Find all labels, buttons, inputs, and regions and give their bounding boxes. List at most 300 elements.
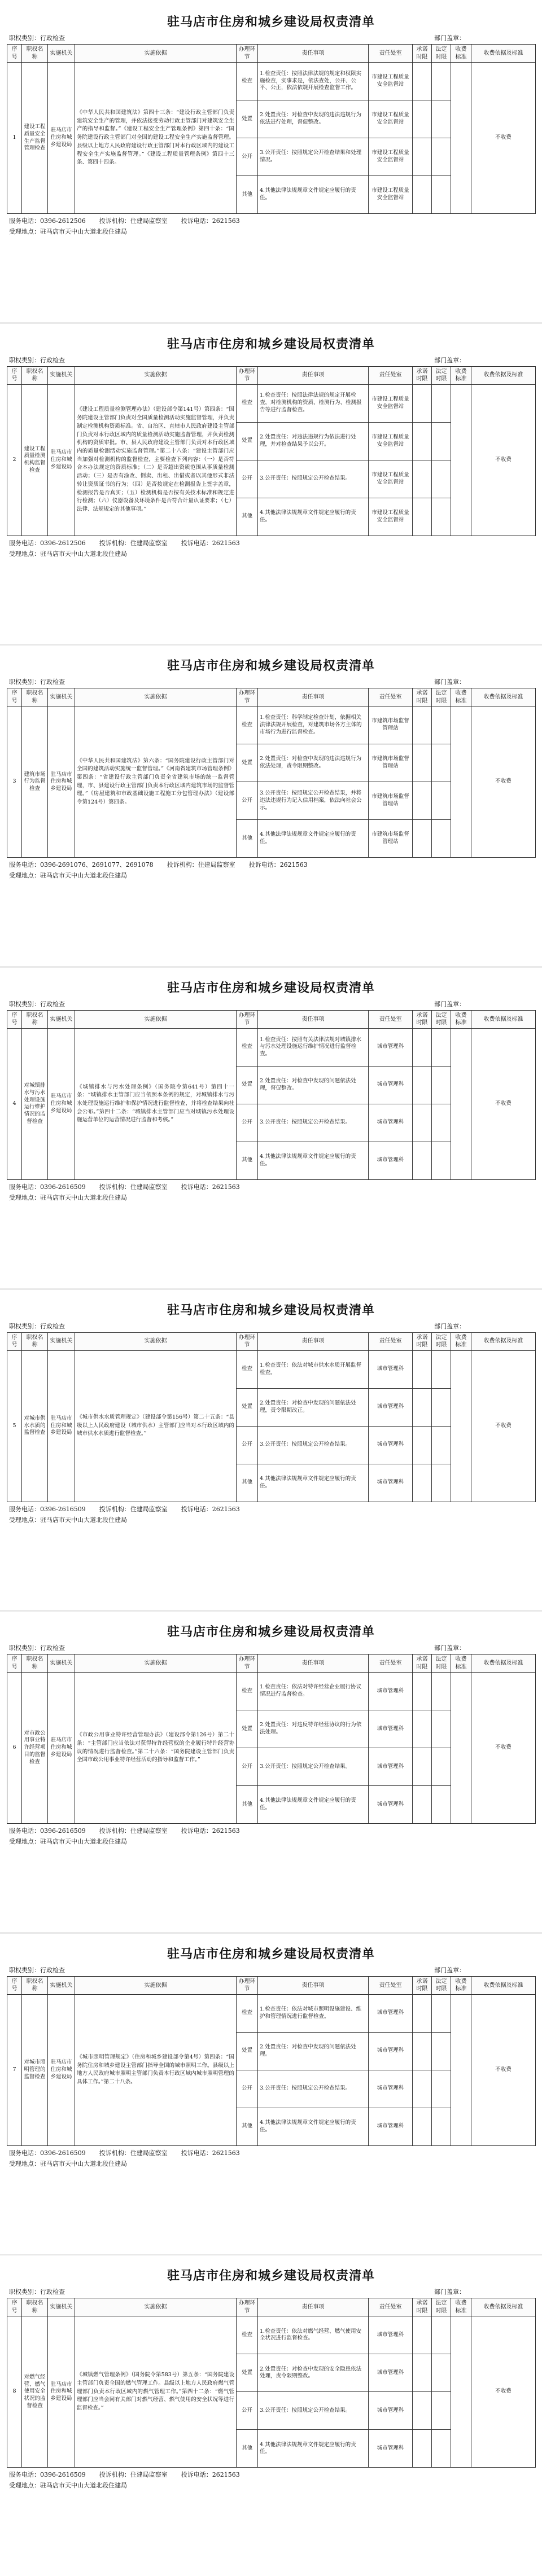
cell-legal <box>432 1994 451 2032</box>
col-legal: 法定时限 <box>432 1976 451 1994</box>
col-remark: 收费依据及标准 <box>471 1976 536 1994</box>
cell-unit: 市建设工程质量安全监督站 <box>369 384 413 422</box>
cell-appeal <box>413 744 432 782</box>
cell-appeal <box>413 1748 432 1786</box>
cell-legal <box>432 2392 451 2430</box>
cell-seq: 1 <box>7 63 22 214</box>
col-duty: 责任事项 <box>258 1332 369 1350</box>
col-duty: 责任事项 <box>258 1010 369 1028</box>
complaint-tel: 投诉电话：2621563 <box>248 861 308 869</box>
cell-legal <box>432 176 451 214</box>
col-legal: 法定时限 <box>432 366 451 384</box>
cell-body: 驻马店市住房和城乡建设局 <box>48 1028 75 1179</box>
cell-legal <box>432 2430 451 2468</box>
address-info: 受理地点：驻马店市天中山大道北段住建局 <box>9 2160 127 2167</box>
cell-name: 建设工程质量安全生产监督管理检查 <box>22 63 48 214</box>
dept-seal-label: 部门盖章： <box>434 34 465 42</box>
col-unit: 责任处室 <box>369 2298 413 2316</box>
cell-remark: 不收费 <box>471 706 536 858</box>
cell-unit: 市建设工程质量安全监督站 <box>369 422 413 460</box>
cell-unit: 城市管理科 <box>369 1066 413 1104</box>
cell-appeal <box>413 1066 432 1104</box>
col-appeal: 承诺时限 <box>413 1655 432 1673</box>
sheet-divider <box>0 644 542 646</box>
col-fee: 收费标准 <box>451 2298 471 2316</box>
col-appeal: 承诺时限 <box>413 366 432 384</box>
cell-basis: 《城市供水水质管理规定》（建设部令第156号）第二十五条：“县级以上人民政府建设（城市供水）主管部门应当对本行政区域内的城市供水水质进行监督检查。” <box>75 1350 237 1502</box>
permission-table <box>7 1654 536 1824</box>
cell-legal <box>432 782 451 820</box>
col-unit: 责任处室 <box>369 1976 413 1994</box>
col-name: 职权名称 <box>22 1332 48 1350</box>
cell-process: 处置 <box>237 1066 258 1104</box>
authority-category: 职权类别：行政检查 <box>9 1966 65 1974</box>
cell-name: 建设工程质量检测机构监督检查 <box>22 384 48 536</box>
cell-body: 驻马店市住房和城乡建设局 <box>48 706 75 858</box>
cell-unit: 市建设工程质量安全监督站 <box>369 460 413 498</box>
complaint-dept: 投诉机构：住建局监察室 <box>99 1505 168 1513</box>
cell-unit: 城市管理科 <box>369 1028 413 1066</box>
cell-process: 检查 <box>237 2316 258 2354</box>
cell-duty: 1.检查责任：按照法律法规的规定开展检查，对检测机构的资质、检测行为、检测报告等进行监督检查。 <box>258 384 369 422</box>
cell-appeal <box>413 100 432 138</box>
col-fee: 收费标准 <box>451 1655 471 1673</box>
cell-appeal <box>413 1710 432 1748</box>
table-header-row <box>7 1976 536 1994</box>
cell-legal <box>432 2032 451 2070</box>
cell-legal <box>432 1104 451 1142</box>
cell-legal <box>432 820 451 858</box>
col-duty: 责任事项 <box>258 45 369 63</box>
sheet-title: 驻马店市住房和城乡建设局权责清单 <box>167 980 375 995</box>
cell-duty: 3.公开责任：按照规定公开检查结果。 <box>258 1748 369 1786</box>
service-tel: 服务电话：0396-2616509 <box>9 1827 86 1835</box>
cell-name: 对城镇排水与污水处理设施运行维护情况的监督检查 <box>22 1028 48 1179</box>
cell-duty: 3.公开责任：按照规定公开检查结果。 <box>258 1104 369 1142</box>
col-seq: 序号 <box>7 366 22 384</box>
complaint-dept: 投诉机构：住建局监察室 <box>99 1827 168 1835</box>
cell-duty: 4.其他法律法规规章文件规定应履行的责任。 <box>258 1464 369 1502</box>
sheet-divider <box>0 1288 542 1290</box>
col-name: 职权名称 <box>22 1976 48 1994</box>
cell-duty: 3.公开责任：按照规定公开检查结果和处理情况。 <box>258 138 369 176</box>
table-row <box>7 1994 536 2032</box>
sheet-title: 驻马店市住房和城乡建设局权责清单 <box>167 2268 375 2284</box>
col-basis: 实施依据 <box>75 1976 237 1994</box>
authority-category: 职权类别：行政检查 <box>9 1000 65 1008</box>
cell-name: 对市政公用事业特许经营项目的监督检查 <box>22 1673 48 1824</box>
table-row <box>7 1673 536 1710</box>
cell-duty: 1.检查责任：按照有关法律法规对城镇排水与污水处理设施运行维护情况进行监督检查。 <box>258 1028 369 1066</box>
sheet-meta <box>7 1322 535 1331</box>
cell-appeal <box>413 63 432 100</box>
cell-remark: 不收费 <box>471 2316 536 2468</box>
cell-unit: 城市管理科 <box>369 1142 413 1179</box>
table-row <box>7 706 536 744</box>
complaint-dept: 投诉机构：住建局监察室 <box>167 861 235 869</box>
complaint-dept: 投诉机构：住建局监察室 <box>99 2471 168 2479</box>
cell-duty: 2.处置责任：对违反特许经营协议的行为依法处理。 <box>258 1710 369 1748</box>
cell-legal <box>432 2108 451 2145</box>
cell-basis: 《中华人民共和国建筑法》第四十三条：“建设行政主管部门负责建筑安全生产的管理，并依法接受劳动行政主管部门对建筑安全生产的指导和监督。”《建设工程安全生产管理条例》第四十条：“国务院建设行政主管部门对全国的建设工程安全生产实施监督管理。县级以上地方人民政府建设行政主管部门对本行政区域内的建设工程安全生产实施监督管理。”《建设工程质量管理条例》第四十三条、第四十四条。 <box>75 63 237 214</box>
cell-basis: 《城镇燃气管理条例》（国务院令第583号）第五条：“国务院建设主管部门负责全国的燃气管理工作。县级以上地方人民政府燃气管理部门负责本行政区域内的燃气管理工作。”第四十二条：“燃气管理部门应当会同有关部门对燃气经营、燃气使用的安全状况等进行监督检查。” <box>75 2316 237 2468</box>
sheet-divider <box>0 322 542 324</box>
cell-unit: 市建设工程质量安全监督站 <box>369 63 413 100</box>
col-seq: 序号 <box>7 1332 22 1350</box>
col-appeal: 承诺时限 <box>413 688 432 706</box>
col-name: 职权名称 <box>22 1655 48 1673</box>
col-fee: 收费标准 <box>451 1010 471 1028</box>
cell-duty: 4.其他法律法规规章文件规定应履行的责任。 <box>258 2430 369 2468</box>
sheet-title: 驻马店市住房和城乡建设局权责清单 <box>167 1946 375 1961</box>
cell-duty: 2.处置责任：对检查中发现的问题依法处理，责令限期改正。 <box>258 1388 369 1426</box>
cell-unit: 市建筑市场监督管理站 <box>369 744 413 782</box>
cell-unit: 城市管理科 <box>369 2316 413 2354</box>
col-legal: 法定时限 <box>432 688 451 706</box>
col-unit: 责任处室 <box>369 1010 413 1028</box>
col-seq: 序号 <box>7 688 22 706</box>
cell-process: 其他 <box>237 1142 258 1179</box>
col-appeal: 承诺时限 <box>413 1010 432 1028</box>
cell-unit: 市建筑市场监督管理站 <box>369 820 413 858</box>
cell-appeal <box>413 176 432 214</box>
cell-process: 检查 <box>237 384 258 422</box>
table-row <box>7 1350 536 1388</box>
col-body: 实施机关 <box>48 1332 75 1350</box>
cell-legal <box>432 1426 451 1464</box>
col-fee: 收费标准 <box>451 688 471 706</box>
cell-appeal <box>413 1142 432 1179</box>
col-remark: 收费依据及标准 <box>471 1010 536 1028</box>
dept-seal-label: 部门盖章： <box>434 1000 465 1008</box>
cell-duty: 4.其他法律法规规章文件规定应履行的责任。 <box>258 498 369 536</box>
table-row <box>7 1028 536 1066</box>
service-info <box>7 1504 535 1513</box>
permission-table <box>7 44 536 214</box>
cell-process: 公开 <box>237 460 258 498</box>
cell-duty: 2.处置责任：对检查中发现的违法违规行为依法进行处理，督促整改。 <box>258 100 369 138</box>
col-body: 实施机关 <box>48 688 75 706</box>
cell-appeal <box>413 2392 432 2430</box>
cell-legal <box>432 384 451 422</box>
complaint-tel: 投诉电话：2621563 <box>181 2471 240 2479</box>
col-remark: 收费依据及标准 <box>471 45 536 63</box>
cell-duty: 3.公开责任：按照规定公开检查结果，并将违法违规行为记入信用档案，依法向社会公示。 <box>258 782 369 820</box>
cell-legal <box>432 1066 451 1104</box>
complaint-tel: 投诉电话：2621563 <box>181 2149 240 2157</box>
col-seq: 序号 <box>7 2298 22 2316</box>
table-header-row <box>7 688 536 706</box>
permission-sheet <box>7 978 535 1202</box>
cell-name: 对燃气经营、燃气使用安全状况的监督检查 <box>22 2316 48 2468</box>
cell-basis: 《城市照明管理规定》（住房和城乡建设部令第4号）第四条：“国务院住房和城乡建设主管部门指导全国的城市照明工作。县级以上地方人民政府城市照明主管部门负责本行政区域内城市照明管理的具体工作。”第二十八条。 <box>75 1994 237 2145</box>
dept-seal-label: 部门盖章： <box>434 1644 465 1652</box>
cell-duty: 4.其他法律法规规章文件规定应履行的责任。 <box>258 820 369 858</box>
col-remark: 收费依据及标准 <box>471 688 536 706</box>
sheet-meta <box>7 677 535 686</box>
cell-legal <box>432 1142 451 1179</box>
col-body: 实施机关 <box>48 1655 75 1673</box>
permission-table <box>7 688 536 858</box>
col-name: 职权名称 <box>22 366 48 384</box>
col-basis: 实施依据 <box>75 688 237 706</box>
cell-seq: 4 <box>7 1028 22 1179</box>
cell-unit: 城市管理科 <box>369 1464 413 1502</box>
cell-fee <box>451 1994 471 2145</box>
table-row <box>7 2316 536 2354</box>
authority-category: 职权类别：行政检查 <box>9 356 65 364</box>
cell-process: 检查 <box>237 1994 258 2032</box>
col-unit: 责任处室 <box>369 1655 413 1673</box>
cell-unit: 城市管理科 <box>369 2108 413 2145</box>
cell-body: 驻马店市住房和城乡建设局 <box>48 2316 75 2468</box>
cell-legal <box>432 100 451 138</box>
cell-appeal <box>413 2070 432 2108</box>
table-row <box>7 384 536 422</box>
sheet-title: 驻马店市住房和城乡建设局权责清单 <box>167 336 375 352</box>
cell-body: 驻马店市住房和城乡建设局 <box>48 384 75 536</box>
col-appeal: 承诺时限 <box>413 1332 432 1350</box>
cell-legal <box>432 744 451 782</box>
dept-seal-label: 部门盖章： <box>434 2288 465 2296</box>
cell-duty: 2.处置责任：对检查中发现的违法违规行为依法处理，责令限期整改。 <box>258 744 369 782</box>
cell-duty: 3.公开责任：按照规定公开检查结果。 <box>258 2070 369 2108</box>
cell-appeal <box>413 782 432 820</box>
col-body: 实施机关 <box>48 366 75 384</box>
cell-process: 其他 <box>237 1464 258 1502</box>
col-body: 实施机关 <box>48 1976 75 1994</box>
col-seq: 序号 <box>7 1976 22 1994</box>
sheet-title: 驻马店市住房和城乡建设局权责清单 <box>167 1302 375 1318</box>
cell-unit: 城市管理科 <box>369 1673 413 1710</box>
service-tel: 服务电话：0396-2612506 <box>9 217 86 225</box>
cell-legal <box>432 1748 451 1786</box>
cell-unit: 城市管理科 <box>369 2032 413 2070</box>
cell-duty: 2.处置责任：对检查中发现的问题依法处理，督促整改。 <box>258 1066 369 1104</box>
cell-process: 公开 <box>237 1104 258 1142</box>
col-basis: 实施依据 <box>75 45 237 63</box>
cell-process: 其他 <box>237 2108 258 2145</box>
complaint-dept: 投诉机构：住建局监察室 <box>99 1183 168 1191</box>
cell-duty: 2.处置责任：对检查中发现的安全隐患依法处理，责令限期整改。 <box>258 2354 369 2392</box>
cell-unit: 城市管理科 <box>369 1350 413 1388</box>
col-seq: 序号 <box>7 45 22 63</box>
cell-process: 公开 <box>237 1426 258 1464</box>
col-name: 职权名称 <box>22 2298 48 2316</box>
cell-duty: 1.检查责任：依法对燃气经营、燃气使用安全状况进行监督检查。 <box>258 2316 369 2354</box>
table-header-row <box>7 1332 536 1350</box>
cell-remark: 不收费 <box>471 1028 536 1179</box>
complaint-dept: 投诉机构：住建局监察室 <box>99 539 168 547</box>
col-fee: 收费标准 <box>451 1332 471 1350</box>
cell-remark: 不收费 <box>471 384 536 536</box>
cell-name: 建筑市场行为监督检查 <box>22 706 48 858</box>
col-process: 办理环节 <box>237 688 258 706</box>
complaint-dept: 投诉机构：住建局监察室 <box>99 2149 168 2157</box>
cell-duty: 3.公开责任：按照规定公开检查结果。 <box>258 1426 369 1464</box>
permission-table <box>7 1010 536 1180</box>
dept-seal-label: 部门盖章： <box>434 1322 465 1330</box>
permission-table <box>7 1332 536 1502</box>
cell-legal <box>432 1028 451 1066</box>
cell-appeal <box>413 498 432 536</box>
cell-legal <box>432 1388 451 1426</box>
cell-appeal <box>413 460 432 498</box>
sheet-meta <box>7 2287 535 2296</box>
sheet-divider <box>0 1610 542 1612</box>
cell-remark: 不收费 <box>471 1994 536 2145</box>
col-fee: 收费标准 <box>451 366 471 384</box>
authority-category: 职权类别：行政检查 <box>9 1322 65 1330</box>
authority-category: 职权类别：行政检查 <box>9 2288 65 2296</box>
cell-basis: 《建设工程质量检测管理办法》（建设部令第141号）第四条：“国务院建设主管部门负责对全国质量检测活动实施监督管理，并负责制定检测机构资质标准。省、自治区、直辖市人民政府建设主管部门负责对本行政区域内的质量检测活动实施监督管理，并负责检测机构的资质审批。市、县人民政府建设主管部门负责对本行政区域内的质量检测活动实施监督管理。”第二十八条：“建设主管部门应当加强对检测机构的监督检查，主要检查下列内容：（一）是否符合本办法规定的资质标准；（二）是否超出资质范围从事质量检测活动；（三）是否有涂改、倒卖、出租、出借或者以其他形式非法转让资质证书的行为；（四）是否按规定在检测报告上签字盖章，检测报告是否真实；（五）检测机构是否按有关技术标准和规定进行检测；（六）仪器设备及环境条件是否符合计量认证要求；（七）法律、法规规定的其他事项。” <box>75 384 237 536</box>
cell-legal <box>432 422 451 460</box>
cell-basis: 《市政公用事业特许经营管理办法》（建设部令第126号）第二十条：“主管部门应当依法对获得特许经营权的企业履行特许经营协议的情况进行监督检查。”第二十六条：“国务院建设主管部门负责全国市政公用事业特许经营活动的指导和监督工作。” <box>75 1673 237 1824</box>
cell-legal <box>432 2354 451 2392</box>
col-body: 实施机关 <box>48 2298 75 2316</box>
cell-legal <box>432 1673 451 1710</box>
cell-appeal <box>413 1994 432 2032</box>
col-process: 办理环节 <box>237 2298 258 2316</box>
cell-fee <box>451 1028 471 1179</box>
col-unit: 责任处室 <box>369 688 413 706</box>
sheet-meta <box>7 1643 535 1652</box>
cell-duty: 4.其他法律法规规章文件规定应履行的责任。 <box>258 1786 369 1824</box>
cell-process: 公开 <box>237 1748 258 1786</box>
cell-appeal <box>413 1426 432 1464</box>
cell-duty: 1.检查责任：按照法律法规的规定和权限实施检查，实事求是，依法查处，公开、公平、公正，依法依规开展检查监督工作。 <box>258 63 369 100</box>
service-tel: 服务电话：0396-2616509 <box>9 1505 86 1513</box>
cell-remark: 不收费 <box>471 1673 536 1824</box>
col-remark: 收费依据及标准 <box>471 1332 536 1350</box>
col-appeal: 承诺时限 <box>413 1976 432 1994</box>
complaint-dept: 投诉机构：住建局监察室 <box>99 217 168 225</box>
service-info <box>7 1182 535 1191</box>
col-process: 办理环节 <box>237 45 258 63</box>
cell-body: 驻马店市住房和城乡建设局 <box>48 1350 75 1502</box>
cell-fee <box>451 1350 471 1502</box>
cell-process: 检查 <box>237 706 258 744</box>
cell-appeal <box>413 1350 432 1388</box>
cell-appeal <box>413 1673 432 1710</box>
col-duty: 责任事项 <box>258 688 369 706</box>
cell-body: 驻马店市住房和城乡建设局 <box>48 1994 75 2145</box>
cell-unit: 城市管理科 <box>369 1104 413 1142</box>
sheet-meta <box>7 1965 535 1974</box>
cell-process: 其他 <box>237 2430 258 2468</box>
cell-duty: 1.检查责任：依法对特许经营企业履行协议情况进行监督检查。 <box>258 1673 369 1710</box>
col-basis: 实施依据 <box>75 1010 237 1028</box>
cell-appeal <box>413 706 432 744</box>
cell-appeal <box>413 820 432 858</box>
cell-legal <box>432 460 451 498</box>
table-header-row <box>7 1655 536 1673</box>
table-header-row <box>7 1010 536 1028</box>
col-duty: 责任事项 <box>258 1655 369 1673</box>
authority-category: 职权类别：行政检查 <box>9 1644 65 1652</box>
cell-unit: 市建筑市场监督管理站 <box>369 782 413 820</box>
cell-appeal <box>413 1388 432 1426</box>
cell-appeal <box>413 2430 432 2468</box>
cell-remark: 不收费 <box>471 1350 536 1502</box>
cell-process: 处置 <box>237 1388 258 1426</box>
cell-process: 处置 <box>237 2032 258 2070</box>
col-body: 实施机关 <box>48 1010 75 1028</box>
cell-legal <box>432 706 451 744</box>
cell-body: 驻马店市住房和城乡建设局 <box>48 1673 75 1824</box>
cell-process: 检查 <box>237 1028 258 1066</box>
sheet-divider <box>0 2254 542 2255</box>
cell-duty: 1.检查责任：科学制定检查计划，依据相关法律法规开展检查，对建筑市场各方主体的市场行为进行监督检查。 <box>258 706 369 744</box>
cell-appeal <box>413 1464 432 1502</box>
authority-category: 职权类别：行政检查 <box>9 678 65 686</box>
cell-seq: 5 <box>7 1350 22 1502</box>
col-duty: 责任事项 <box>258 2298 369 2316</box>
cell-name: 对城市照明管理的监督检查 <box>22 1994 48 2145</box>
col-name: 职权名称 <box>22 1010 48 1028</box>
sheet-meta <box>7 33 535 42</box>
cell-process: 处置 <box>237 1710 258 1748</box>
address-info: 受理地点：驻马店市天中山大道北段住建局 <box>9 1193 127 1201</box>
service-info <box>7 1826 535 1835</box>
sheet-divider <box>0 966 542 968</box>
permission-table <box>7 2298 536 2468</box>
sheet-title: 驻马店市住房和城乡建设局权责清单 <box>167 1625 375 1640</box>
cell-duty: 2.处置责任：对违法违规行为依法进行处理，并对检查结果予以公开。 <box>258 422 369 460</box>
cell-appeal <box>413 1028 432 1066</box>
cell-unit: 市建设工程质量安全监督站 <box>369 498 413 536</box>
col-unit: 责任处室 <box>369 1332 413 1350</box>
cell-legal <box>432 498 451 536</box>
cell-unit: 城市管理科 <box>369 1748 413 1786</box>
cell-duty: 1.检查责任：依法对城市供水水质开展监督检查。 <box>258 1350 369 1388</box>
cell-legal <box>432 2070 451 2108</box>
address-info: 受理地点：驻马店市天中山大道北段住建局 <box>9 228 127 235</box>
cell-process: 检查 <box>237 63 258 100</box>
col-fee: 收费标准 <box>451 45 471 63</box>
cell-process: 处置 <box>237 2354 258 2392</box>
col-process: 办理环节 <box>237 1332 258 1350</box>
address-info: 受理地点：驻马店市天中山大道北段住建局 <box>9 2482 127 2490</box>
cell-remark: 不收费 <box>471 63 536 214</box>
cell-unit: 城市管理科 <box>369 1710 413 1748</box>
service-info <box>7 860 535 869</box>
cell-unit: 城市管理科 <box>369 2430 413 2468</box>
col-basis: 实施依据 <box>75 2298 237 2316</box>
service-tel: 服务电话：0396-2616509 <box>9 1183 86 1191</box>
table-row <box>7 63 536 100</box>
cell-seq: 8 <box>7 2316 22 2468</box>
cell-fee <box>451 2316 471 2468</box>
table-header-row <box>7 2298 536 2316</box>
col-legal: 法定时限 <box>432 2298 451 2316</box>
cell-process: 处置 <box>237 422 258 460</box>
cell-unit: 市建筑市场监督管理站 <box>369 706 413 744</box>
service-info <box>7 216 535 225</box>
cell-duty: 3.公开责任：按照规定公开检查结果。 <box>258 2392 369 2430</box>
permission-sheet <box>7 335 535 558</box>
cell-process: 公开 <box>237 138 258 176</box>
cell-duty: 1.检查责任：依法对城市照明设施建设、维护和管理情况进行监督检查。 <box>258 1994 369 2032</box>
cell-unit: 市建设工程质量安全监督站 <box>369 138 413 176</box>
dept-seal-label: 部门盖章： <box>434 356 465 364</box>
col-legal: 法定时限 <box>432 1010 451 1028</box>
cell-unit: 城市管理科 <box>369 1994 413 2032</box>
cell-legal <box>432 1464 451 1502</box>
cell-duty: 4.其他法律法规规章文件规定应履行的责任。 <box>258 2108 369 2145</box>
sheet-meta <box>7 999 535 1008</box>
permission-table <box>7 366 536 536</box>
